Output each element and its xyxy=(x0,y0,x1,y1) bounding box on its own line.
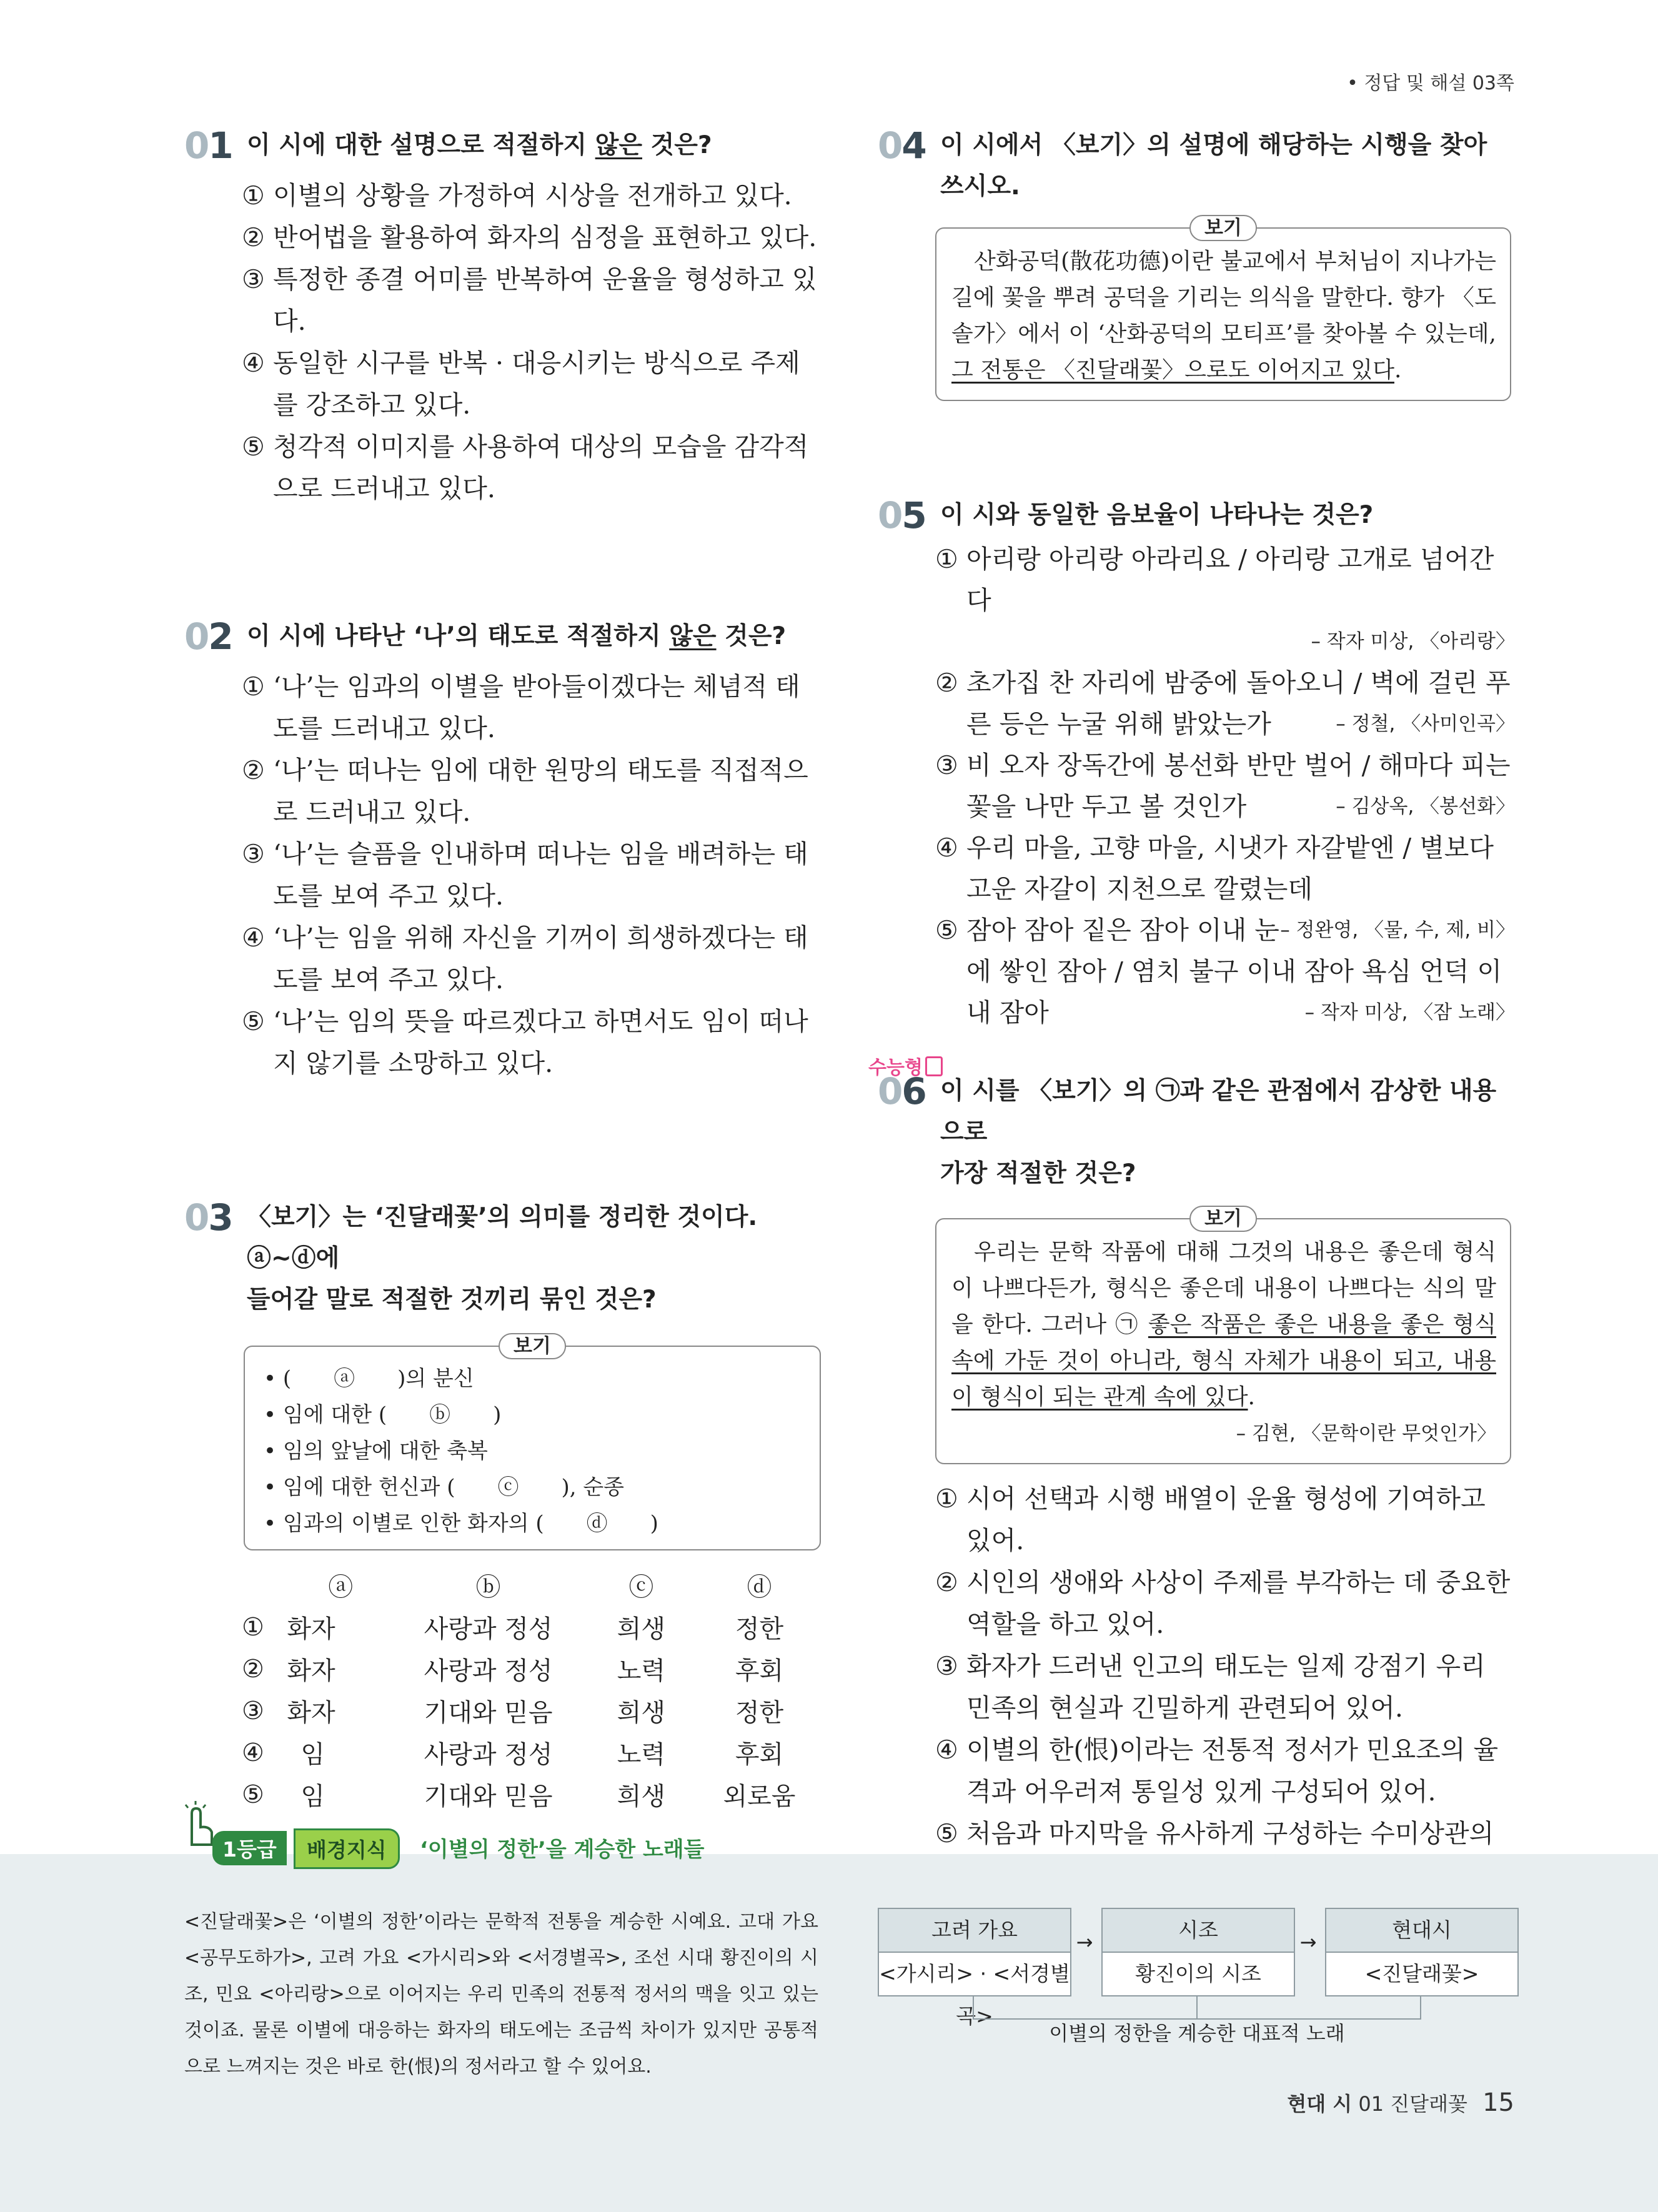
title-underline: 않은 xyxy=(669,622,717,650)
box-text: 산화공덕(散花功德)이란 불교에서 부처님이 지나가는 길에 꽃을 뿌려 공덕을 기리는 의식을 말한다. 향가 〈도솔가〉에서 이 ‘산화공덕의 모티프’를 찾아볼 수 있는데, xyxy=(951,249,1496,347)
title-text: 이 시에 대한 설명으로 적절하지 xyxy=(247,131,595,159)
badge-text: 수능형 xyxy=(868,1057,923,1079)
question-title xyxy=(878,125,1515,207)
flow-box-title: 시조 xyxy=(1103,1909,1294,1953)
choice[interactable] xyxy=(242,426,823,510)
box-item: • 임에 대한 ( ⓑ ) xyxy=(264,1402,502,1427)
choice-number: ① xyxy=(242,672,265,702)
choice-number: ④ xyxy=(242,348,265,378)
choice[interactable] xyxy=(242,1001,823,1084)
choice-text: 잠아 잠아 짙은 잠아 이내 눈에 쌓인 잠아 / 염치 불구 이내 잠아 욕심 언덕 이내 잠아 xyxy=(966,915,1502,1028)
choice-text: ‘나’는 임의 뜻을 따르겠다고 하면서도 임이 떠나지 않기를 소망하고 있다. xyxy=(273,1006,808,1078)
choice-text: 시어 선택과 시행 배열이 운율 형성에 기여하고 있어. xyxy=(966,1484,1486,1555)
choice-list xyxy=(184,666,823,1084)
flow-box-modern xyxy=(1325,1908,1519,1996)
choice-number: ② xyxy=(242,755,265,785)
choice-number: ⑤ xyxy=(242,432,265,462)
choice[interactable] xyxy=(242,342,823,426)
choice-number: ⑤ xyxy=(242,1006,265,1036)
answer-a: 화자 xyxy=(287,1699,335,1727)
question-title xyxy=(184,125,818,166)
choice-text: 비 오자 장독간에 봉선화 반만 벌어 / 해마다 피는 꽃을 나만 두고 볼 것인가 xyxy=(966,750,1511,821)
question-03 xyxy=(184,1197,818,1815)
choice-text: 동일한 시구를 반복 · 대응시키는 방식으로 주제를 강조하고 있다. xyxy=(273,348,800,420)
arrow-icon: → xyxy=(1076,1930,1093,1954)
answer-b: 사랑과 정성 xyxy=(424,1657,553,1685)
answer-d: 후회 xyxy=(735,1740,784,1769)
choice-number: ③ xyxy=(242,839,265,869)
box-tag: 보기 xyxy=(1189,1206,1257,1232)
answer-c: 노력 xyxy=(617,1657,666,1685)
page-footer xyxy=(1287,2088,1514,2117)
flow-caption: 이별의 정한을 계승한 대표적 노래 xyxy=(1049,2021,1345,2045)
choice[interactable] xyxy=(935,745,1515,827)
choice-number: ② xyxy=(935,668,958,698)
answer-row[interactable] xyxy=(242,1690,818,1732)
answer-a: 화자 xyxy=(287,1657,335,1685)
answer-row[interactable] xyxy=(242,1606,818,1648)
choice-text: 특정한 종결 어미를 반복하여 운율을 형성하고 있다. xyxy=(273,264,817,336)
answer-b: 사랑과 정성 xyxy=(424,1615,553,1644)
box-text-end: . xyxy=(1248,1384,1255,1410)
header-d: ⓓ xyxy=(747,1573,772,1602)
choice-text: 반어법을 활용하여 화자의 심정을 표현하고 있다. xyxy=(273,222,817,252)
choice-source: – 김상옥, 〈봉선화〉 xyxy=(1336,795,1515,818)
left-column xyxy=(184,125,818,1815)
choice-number: ④ xyxy=(935,1735,958,1765)
choice[interactable] xyxy=(935,662,1515,745)
box-item: • 임에 대한 헌신과 ( ⓒ ), 순종 xyxy=(264,1475,625,1500)
choice-source: – 정철, 〈사미인곡〉 xyxy=(1336,713,1515,735)
choice-source: – 작자 미상, 〈아리랑〉 xyxy=(1311,630,1515,653)
question-number: 01 xyxy=(184,124,232,167)
choice-number: ⑤ xyxy=(935,1818,958,1848)
question-number: 02 xyxy=(184,615,232,658)
flow-box-sijo xyxy=(1101,1908,1295,1996)
choice[interactable] xyxy=(935,1729,1515,1813)
title-text: 이 시에 나타난 ‘나’의 태도로 적절하지 xyxy=(247,622,670,650)
answer-row[interactable] xyxy=(242,1773,818,1815)
answer-c: 희생 xyxy=(617,1782,666,1811)
question-05 xyxy=(878,495,1515,1033)
choice-text: 화자가 드러낸 인고의 태도는 일제 강점기 우리 민족의 현실과 긴밀하게 관련되어 있어. xyxy=(966,1651,1486,1723)
answer-number: ③ xyxy=(242,1696,264,1725)
answer-number: ① xyxy=(242,1612,264,1642)
flow-box-goryeo xyxy=(878,1908,1071,2028)
choice[interactable] xyxy=(935,827,1515,941)
choice-source: – 정완영, 〈물, 수, 제, 비〉 xyxy=(1280,919,1515,941)
question-number: 06 xyxy=(878,1070,926,1113)
choice-number: ③ xyxy=(935,750,958,780)
answer-d: 정한 xyxy=(735,1615,784,1644)
answer-table xyxy=(242,1564,818,1815)
flow-box-body: 황진이의 시조 xyxy=(1135,1962,1261,1986)
section-title: ‘이별의 정한’을 계승한 노래들 xyxy=(420,1837,705,1862)
example-box xyxy=(935,217,1511,401)
answer-b: 기대와 믿음 xyxy=(424,1782,553,1811)
title-text: 이 시와 동일한 음보율이 나타나는 것은? xyxy=(940,501,1374,529)
choice-number: ⑤ xyxy=(935,915,958,945)
question-title xyxy=(184,616,818,657)
question-number: 05 xyxy=(878,494,926,537)
header-c: ⓒ xyxy=(628,1573,654,1602)
title-text-end: 것은? xyxy=(716,622,787,650)
question-number: 03 xyxy=(184,1196,232,1239)
answer-a: 화자 xyxy=(287,1615,335,1644)
choice-number: ④ xyxy=(242,923,265,953)
box-tag: 보기 xyxy=(499,1333,566,1359)
choice-text: 처음과 마지막을 유사하게 구성하는 수미상관의 xyxy=(966,1818,1494,1848)
choice-text: 시인의 생애와 사상이 주제를 부각하는 데 중요한 역할을 하고 있어. xyxy=(966,1567,1511,1639)
choice-text: 이별의 상황을 가정하여 시상을 전개하고 있다. xyxy=(273,181,792,211)
answer-header-row xyxy=(242,1564,818,1606)
flow-box-title: 현대시 xyxy=(1326,1909,1517,1953)
header-b: ⓑ xyxy=(475,1573,501,1602)
choice-text: ‘나’는 임을 위해 자신을 기꺼이 희생하겠다는 태도를 보여 주고 있다. xyxy=(273,923,808,994)
choice-number: ① xyxy=(935,1484,958,1514)
footer-section: 현대 시 xyxy=(1287,2092,1353,2116)
example-box xyxy=(244,1335,821,1550)
choice[interactable] xyxy=(242,217,823,259)
choice-number: ① xyxy=(935,544,958,574)
box-text: 우리는 문학 작품에 대해 그것의 내용은 좋은데 형식이 나쁘다든가, 형식은 좋은데 내용이 나쁘다는 식의 말을 한다. 그러나 ㉠ xyxy=(951,1239,1496,1337)
question-title xyxy=(878,495,1515,536)
answer-number: ⑤ xyxy=(242,1780,264,1809)
flow-box-title: 고려 가요 xyxy=(879,1909,1070,1953)
title-line-2: 가장 적절한 것은? xyxy=(940,1159,1136,1188)
choice[interactable] xyxy=(935,1645,1515,1729)
choice-text: ‘나’는 임과의 이별을 받아들이겠다는 체념적 태도를 드러내고 있다. xyxy=(273,672,800,743)
title-text: 이 시에서 〈보기〉의 설명에 해당하는 시행을 찾아 쓰시오. xyxy=(940,131,1487,201)
answer-number: ④ xyxy=(242,1738,264,1767)
choice[interactable] xyxy=(935,1478,1515,1562)
choice-list xyxy=(184,175,823,510)
choice[interactable] xyxy=(935,538,1515,662)
background-text: <진달래꽃>은 ‘이별의 정한’이라는 문학적 전통을 계승한 시예요. 고대 가요 <공무도하가>, 고려 가요 <가시리>와 <서경별곡>, 조선 시대 황진이의 시조, 민요 <아리랑>으로 이어지는 우리 민족의 전통적 정서의 맥을 잇고 있는 것이죠. 물론 이별에 대응하는 화자의 태도에는 조금씩 차이가 있지만 공통적으로 느껴지는 것은 바로 한(恨)의 정서라고 할 수 있어요. xyxy=(184,1911,818,2078)
answer-d: 후회 xyxy=(735,1657,784,1685)
box-source: – 김현, 〈문학이란 무엇인가〉 xyxy=(1236,1422,1496,1445)
box-item: • 임과의 이별로 인한 화자의 ( ⓓ ) xyxy=(264,1511,658,1536)
title-text-end: 것은? xyxy=(642,131,712,159)
box-text-underline: 그 전통은 〈진달래꽃〉으로도 이어지고 있다 xyxy=(951,357,1394,383)
choice-number: ③ xyxy=(242,264,265,294)
box-tag: 보기 xyxy=(1189,215,1257,241)
choice-text: 우리 마을, 고향 마을, 시냇가 자갈밭엔 / 별보다 고운 자갈이 지천으로 깔렸는데 xyxy=(966,833,1494,904)
choice-source: – 작자 미상, 〈잠 노래〉 xyxy=(1304,1001,1515,1024)
choice-number: ④ xyxy=(935,833,958,863)
right-column xyxy=(868,124,1515,1897)
question-01 xyxy=(184,125,818,510)
question-04 xyxy=(878,125,1515,401)
answer-reference: • 정답 및 해설 03쪽 xyxy=(1347,72,1514,94)
box-item: • 임의 앞날에 대한 축복 xyxy=(264,1439,488,1464)
choice-number: ② xyxy=(935,1567,958,1597)
flow-box-body: <진달래꽃> xyxy=(1364,1962,1479,1986)
page-number: 15 xyxy=(1482,2088,1514,2117)
box-item: • ( ⓐ )의 분신 xyxy=(264,1366,474,1391)
section-banner xyxy=(0,1820,706,1879)
title-underline: 않은 xyxy=(595,131,643,159)
question-title xyxy=(878,1071,1515,1194)
section-label: 배경지식 xyxy=(294,1828,400,1869)
choice-text: 초가집 찬 자리에 밤중에 돌아오니 / 벽에 걸린 푸른 등은 누굴 위해 밝았는가 xyxy=(966,668,1511,739)
answer-a: 임 xyxy=(300,1740,325,1769)
grade-badge: 1등급 xyxy=(212,1831,287,1865)
title-line-1: 〈보기〉는 ‘진달래꽃’의 의미를 정리한 것이다. ⓐ~ⓓ에 xyxy=(247,1203,758,1272)
answer-number: ② xyxy=(242,1654,264,1684)
choice-text: 청각적 이미지를 사용하여 대상의 모습을 감각적으로 드러내고 있다. xyxy=(273,432,809,503)
header-a: ⓐ xyxy=(328,1573,354,1602)
choice-list xyxy=(878,1478,1515,1897)
choice-number: ③ xyxy=(935,1651,958,1681)
choice-text: ‘나’는 떠나는 임에 대한 원망의 태도를 직접적으로 드러내고 있다. xyxy=(273,755,808,827)
footer-unit: 01 진달래꽃 xyxy=(1358,2092,1467,2116)
choice-text: 아리랑 아리랑 아라리요 / 아리랑 고개로 넘어간다 xyxy=(966,544,1494,615)
box-paragraph xyxy=(951,1234,1496,1416)
answer-d: 외로움 xyxy=(723,1782,796,1811)
answer-b: 기대와 믿음 xyxy=(424,1699,553,1727)
answer-d: 정한 xyxy=(735,1699,784,1727)
answer-c: 희생 xyxy=(617,1699,666,1727)
title-line-1: 이 시를 〈보기〉의 ㉠과 같은 관점에서 감상한 내용으로 xyxy=(940,1077,1497,1146)
box-paragraph xyxy=(951,244,1496,389)
answer-row[interactable] xyxy=(242,1732,818,1773)
question-number: 04 xyxy=(878,124,926,167)
hand-pointer-icon xyxy=(178,1801,216,1851)
choice[interactable] xyxy=(242,666,823,750)
answer-row[interactable] xyxy=(242,1648,818,1690)
choice-text: 이별의 한(恨)이라는 전통적 정서가 민요조의 율격과 어우러져 통일성 있게 구성되어 있어. xyxy=(966,1735,1499,1807)
box-text-underline: 좋은 작품은 좋은 내용을 좋은 형식 속에 가둔 것이 아니라, 형식 자체가 내용이 되고, 내용이 형식이 되는 관계 속에 있다 xyxy=(951,1312,1496,1410)
answer-c: 희생 xyxy=(617,1615,666,1644)
box-text-end: . xyxy=(1394,357,1402,383)
choice-text: ‘나’는 슬픔을 인내하며 떠나는 임을 배려하는 태도를 보여 주고 있다. xyxy=(273,839,808,911)
background-knowledge-section xyxy=(0,1837,1658,2212)
flow-box-body: <가시리> · <서경별곡> xyxy=(879,1962,1070,2028)
choice-list xyxy=(878,538,1515,1033)
choice[interactable] xyxy=(935,910,1515,1033)
choice-number: ② xyxy=(242,222,265,252)
answer-b: 사랑과 정성 xyxy=(424,1740,553,1769)
answer-a: 임 xyxy=(300,1782,325,1811)
example-box xyxy=(935,1208,1511,1464)
question-02 xyxy=(184,616,818,1084)
choice[interactable] xyxy=(242,833,823,917)
answer-c: 노력 xyxy=(617,1740,666,1769)
choice[interactable] xyxy=(242,259,823,342)
title-line-2: 들어갈 말로 적절한 것끼리 묶인 것은? xyxy=(247,1286,657,1314)
question-title xyxy=(184,1197,818,1321)
choice[interactable] xyxy=(242,917,823,1001)
choice-number: ① xyxy=(242,181,265,211)
choice[interactable] xyxy=(242,750,823,833)
question-06 xyxy=(868,1057,1515,1897)
arrow-icon: → xyxy=(1299,1930,1317,1954)
choice[interactable] xyxy=(935,1562,1515,1645)
choice[interactable] xyxy=(242,175,823,217)
